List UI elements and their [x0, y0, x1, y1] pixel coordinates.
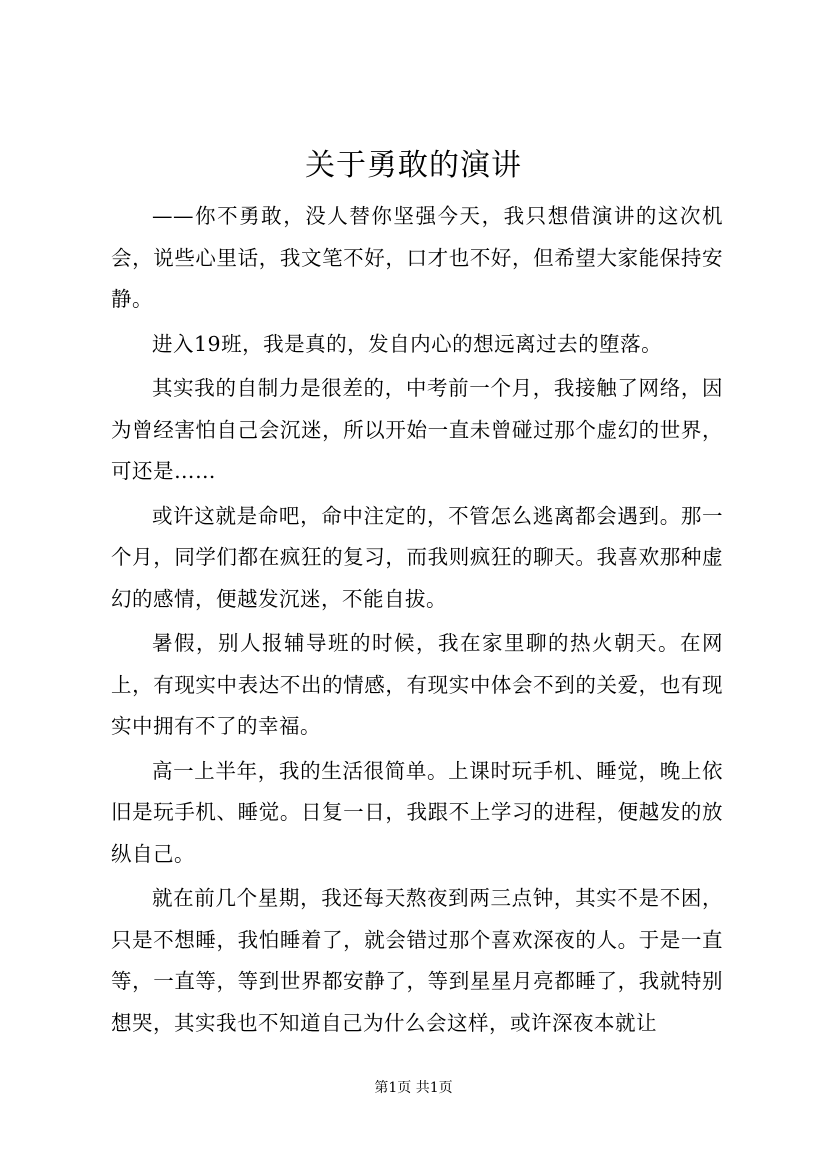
document-title: 关于勇敢的演讲 — [305, 148, 522, 183]
document-body — [111, 196, 723, 1047]
paragraph-1: ——你不勇敢，没人替你坚强今天，我只想借演讲的这次机会，说些心里话，我文笔不好，口才也不好，但希望大家能保持安静。 — [111, 204, 723, 311]
paragraph-6: 高一上半年，我的生活很简单。上课时玩手机、睡觉，晚上依旧是玩手机、睡觉。日复一日，我跟不上学习的进程，便越发的放纵自己。 — [111, 758, 723, 866]
paragraph-5: 暑假，别人报辅导班的时候，我在家里聊的热火朝天。在网上，有现实中表达不出的情感，有现实中体会不到的关爱，也有现实中拥有不了的幸福。 — [111, 631, 723, 738]
paragraph-2: 进入19班，我是真的，发自内心的想远离过去的堕落。 — [152, 331, 663, 356]
paragraph-7: 就在前几个星期，我还每天熬夜到两三点钟，其实不是不困，只是不想睡，我怕睡着了，就会错过那个喜欢深夜的人。于是一直等，一直等，等到世界都安静了，等到星星月亮都睡了，我就特别想哭，其实我也不知道自己为什么会这样，或许深夜本就让 — [111, 886, 723, 1035]
paragraph-3: 其实我的自制力是很差的，中考前一个月，我接触了网络，因为曾经害怕自己会沉迷，所以开始一直未曾碰过那个虚幻的世界，可还是…… — [111, 376, 723, 483]
paragraph-4: 或许这就是命吧，命中注定的，不管怎么逃离都会遇到。那一个月，同学们都在疯狂的复习，而我则疯狂的聊天。我喜欢那种虚幻的感情，便越发沉迷，不能自拔。 — [111, 503, 723, 611]
page-footer: 第1页 共1页 — [374, 1080, 453, 1096]
